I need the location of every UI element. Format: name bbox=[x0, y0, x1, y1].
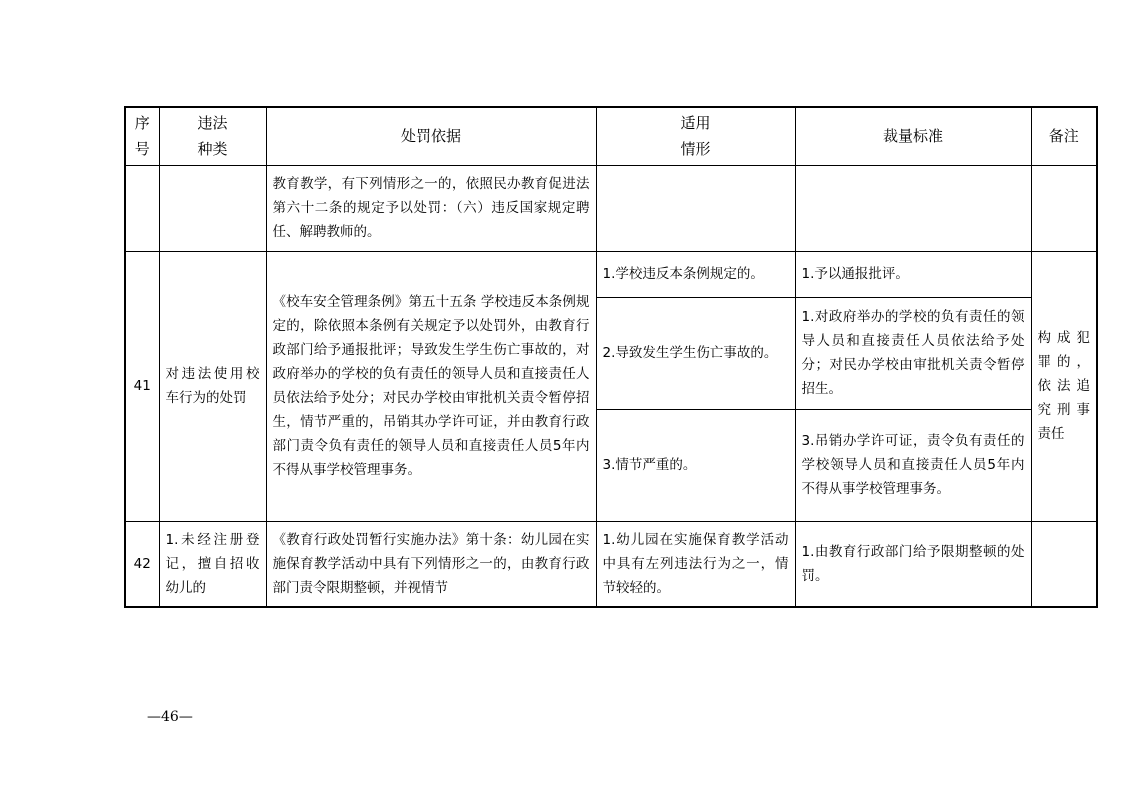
cell-type-41: 对违法使用校车行为的处罚 bbox=[159, 251, 266, 521]
table-row-41a bbox=[125, 251, 1097, 297]
cell-situation-42: 1.幼儿园在实施保育教学活动中具有左列违法行为之一，情节较轻的。 bbox=[596, 521, 795, 607]
header-violation-type: 违法 种类 bbox=[159, 107, 266, 165]
cell-type-empty bbox=[159, 165, 266, 251]
cell-situation-empty bbox=[596, 165, 795, 251]
header-penalty-basis: 处罚依据 bbox=[266, 107, 596, 165]
cell-basis-42: 《教育行政处罚暂行实施办法》第十条：幼儿园在实施保育教学活动中具有下列情形之一的，由教育行政部门责令限期整顿，并视情节 bbox=[266, 521, 596, 607]
cell-standard-41-1: 1.予以通报批评。 bbox=[795, 251, 1031, 297]
cell-note-42-empty bbox=[1031, 521, 1097, 607]
cell-situation-41-2: 2.导致发生学生伤亡事故的。 bbox=[596, 297, 795, 409]
page-number: —46— bbox=[147, 709, 193, 725]
cell-seq-42: 42 bbox=[125, 521, 159, 607]
cell-standard-empty bbox=[795, 165, 1031, 251]
header-applicable-situation: 适用 情形 bbox=[596, 107, 795, 165]
cell-note-41: 构成犯罪的，依法追究刑事责任 bbox=[1031, 251, 1097, 521]
table-row-42 bbox=[125, 521, 1097, 607]
cell-basis-continued: 教育教学，有下列情形之一的，依照民办教育促进法第六十二条的规定予以处罚：（六）违反国家规定聘任、解聘教师的。 bbox=[266, 165, 596, 251]
cell-type-42: 1.未经注册登记，擅自招收幼儿的 bbox=[159, 521, 266, 607]
cell-seq-41: 41 bbox=[125, 251, 159, 521]
cell-note-empty bbox=[1031, 165, 1097, 251]
header-seq: 序 号 bbox=[125, 107, 159, 165]
cell-standard-41-2: 1.对政府举办的学校的负有责任的领导人员和直接责任人员依法给予处分；对民办学校由审批机关责令暂停招生。 bbox=[795, 297, 1031, 409]
penalty-table bbox=[124, 106, 1098, 608]
cell-situation-41-3: 3.情节严重的。 bbox=[596, 409, 795, 521]
cell-seq-empty bbox=[125, 165, 159, 251]
table-row-continued bbox=[125, 165, 1097, 251]
header-row bbox=[125, 107, 1097, 165]
cell-situation-41-1: 1.学校违反本条例规定的。 bbox=[596, 251, 795, 297]
header-remarks: 备注 bbox=[1031, 107, 1097, 165]
header-discretion-standard: 裁量标准 bbox=[795, 107, 1031, 165]
cell-standard-42: 1.由教育行政部门给予限期整顿的处罚。 bbox=[795, 521, 1031, 607]
cell-basis-41: 《校车安全管理条例》第五十五条 学校违反本条例规定的，除依照本条例有关规定予以处罚外，由教育行政部门给予通报批评；导致发生学生伤亡事故的，对政府举办的学校的负有责任的领导人员和直接责任人员依法给予处分；对民办学校由审批机关责令暂停招生，情节严重的，吊销其办学许可证，并由教育行政部门责令负有责任的领导人员和直接责任人员5年内不得从事学校管理事务。 bbox=[266, 251, 596, 521]
cell-standard-41-3: 3.吊销办学许可证，责令负有责任的学校领导人员和直接责任人员5年内不得从事学校管理事务。 bbox=[795, 409, 1031, 521]
